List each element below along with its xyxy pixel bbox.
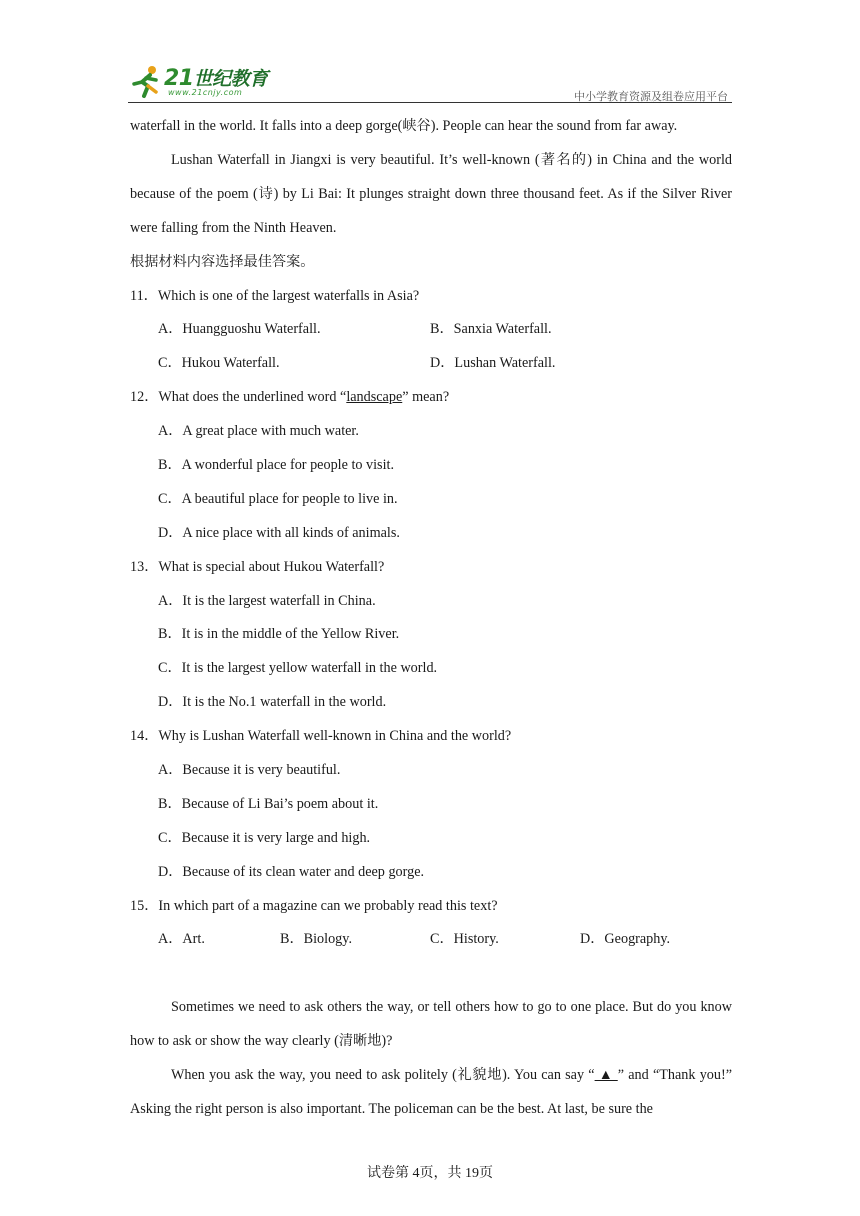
passage2-paragraph-1: Sometimes we need to ask others the way, or tell others how to go to one place. But do you know how to ask or show the way clearly (清晰地)? [130, 999, 732, 1050]
logo-wordmark [164, 64, 268, 91]
option-b: B．It is in the middle of the Yellow River. [158, 626, 400, 643]
question-12-stem-post: ” mean? [402, 389, 450, 406]
option-a: A．Huangguoshu Waterfall. [158, 321, 321, 338]
option-b: B．Because of Li Bai’s poem about it. [158, 795, 379, 812]
question-15-stem: 15．In which part of a magazine can we probably read this text? [130, 897, 498, 914]
option-c: C．Hukou Waterfall. [158, 355, 280, 372]
section-gap [130, 957, 732, 991]
logo-url: www.21cnjy.com [168, 88, 243, 97]
question-15-options-row [130, 923, 732, 957]
option-a: A．It is the largest waterfall in China. [158, 592, 376, 609]
page-header [128, 62, 732, 104]
option-a: A．Because it is very beautiful. [158, 761, 341, 778]
logo-number: 21 [164, 66, 194, 91]
passage2-paragraph-2 [130, 1059, 732, 1127]
question-12-stem [130, 381, 732, 415]
option-c: C．A beautiful place for people to live in. [158, 490, 398, 507]
option-d: D．It is the No.1 waterfall in the world. [158, 694, 387, 711]
option-c: C．History. [430, 931, 499, 948]
logo-chinese: 世纪教育 [193, 68, 268, 90]
option-c: C．It is the largest yellow waterfall in the world. [158, 660, 438, 677]
question-11-options-row-2 [130, 347, 732, 381]
passage-continuation-line: waterfall in the world. It falls into a deep gorge(峡谷). People can hear the sound from far away. [130, 118, 678, 134]
passage2-paragraph-2-pre: When you ask the way, you need to ask politely (礼貌地). You can say “ [171, 1067, 595, 1084]
option-a: A．Art. [158, 931, 205, 948]
answer-blank: ▲ [594, 1067, 618, 1084]
passage-paragraph-lushan: Lushan Waterfall in Jiangxi is very beautiful. It’s well-known (著名的) in China and the world because of the poem (诗) by Li Bai: It plunges straight down three thousand feet. As if the Silver River were falling from the Ninth Heaven. [130, 151, 732, 236]
option-d: D．Because of its clean water and deep gorge. [158, 863, 425, 880]
header-platform-text: 中小学教育资源及组卷应用平台 [574, 90, 728, 103]
main-content [130, 110, 732, 1127]
instruction-text: 根据材料内容选择最佳答案。 [130, 253, 315, 270]
option-b: B．Biology. [280, 931, 352, 948]
page-footer: 试卷第 4页，共 19页 [367, 1166, 493, 1181]
runner-logo-icon [128, 64, 164, 100]
option-b: B．Sanxia Waterfall. [430, 321, 552, 338]
question-11-options-row-1 [130, 313, 732, 347]
question-12-stem-pre: 12．What does the underlined word “ [130, 389, 347, 406]
passage2-paragraph-2-post: ” and “Thank you!” Asking the right person is also important. The policeman can be the best. At last, be sure the [130, 1067, 732, 1117]
question-13-stem: 13．What is special about Hukou Waterfall? [130, 558, 385, 575]
question-14-stem: 14．Why is Lushan Waterfall well-known in China and the world? [130, 728, 512, 745]
option-a: A．A great place with much water. [158, 423, 359, 440]
underlined-word: landscape [346, 389, 403, 406]
question-11-stem: 11．Which is one of the largest waterfalls in Asia? [130, 287, 420, 304]
option-d: D．Lushan Waterfall. [430, 355, 556, 372]
logo-21cnjy [128, 62, 278, 102]
option-d: D．A nice place with all kinds of animals. [158, 524, 400, 541]
option-d: D．Geography. [580, 931, 671, 948]
option-b: B．A wonderful place for people to visit. [158, 456, 395, 473]
header-divider [128, 102, 732, 103]
option-c: C．Because it is very large and high. [158, 829, 371, 846]
